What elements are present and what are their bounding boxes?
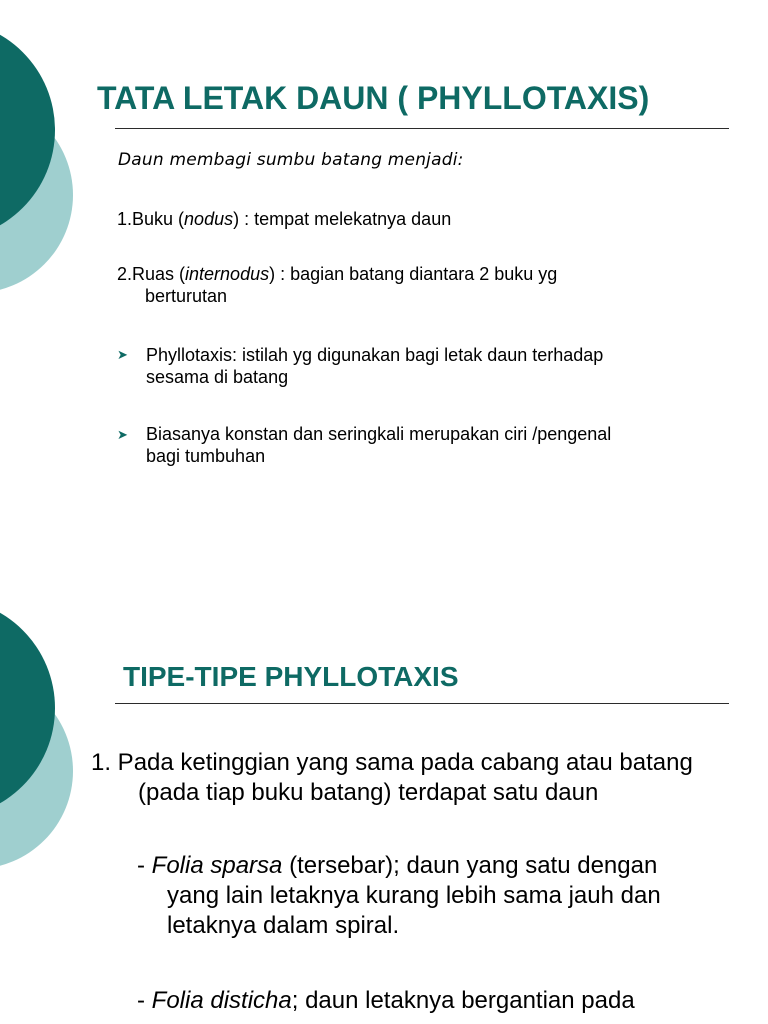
item-ruas: [117, 263, 557, 307]
bullet-phyllotaxis: [146, 344, 603, 388]
bullet-2-line2: bagi tumbuhan: [146, 446, 266, 466]
item-buku: [117, 208, 451, 230]
sub1-rest: (tersebar); daun yang satu dengan: [282, 852, 658, 879]
point-1-line1: 1. Pada ketinggian yang sama pada cabang atau batang: [91, 749, 693, 776]
item-ruas-term: internodus: [185, 264, 270, 284]
title-rule: [115, 703, 729, 704]
bullet-arrow-icon: ➤: [117, 427, 128, 442]
item-buku-prefix: 1.Buku (: [117, 209, 185, 229]
sub1-line2: yang lain letaknya kurang lebih sama jauh dan: [167, 882, 661, 909]
title-rule: [115, 128, 729, 129]
sub1-term: Folia sparsa: [151, 852, 283, 879]
bullet-konstan: [146, 423, 611, 467]
intro-text: Daun membagi sumbu batang menjadi:: [118, 150, 464, 170]
sub2-rest: ; daun letaknya bergantian pada: [291, 987, 635, 1014]
item-buku-suffix: ) : tempat melekatnya daun: [233, 209, 452, 229]
slide-title: TIPE-TIPE PHYLLOTAXIS: [123, 661, 459, 692]
sub-folia-sparsa: [137, 851, 661, 941]
bullet-arrow-icon: ➤: [117, 347, 128, 362]
bullet-1-line2: sesama di batang: [146, 367, 289, 387]
point-1: [91, 748, 693, 808]
bullet-2-line1: Biasanya konstan dan seringkali merupakan ciri /pengenal: [146, 424, 612, 444]
sub-folia-disticha: [137, 986, 635, 1016]
item-ruas-cont: berturutan: [145, 286, 228, 306]
bullet-1-line1: Phyllotaxis: istilah yg digunakan bagi letak daun terhadap: [146, 345, 604, 365]
slide-title: TATA LETAK DAUN ( PHYLLOTAXIS): [97, 80, 650, 116]
decorative-circles: [0, 576, 90, 1024]
sub2-term: Folia disticha: [151, 987, 292, 1014]
point-1-line2: (pada tiap buku batang) terdapat satu daun: [138, 779, 599, 806]
slide-2: [0, 576, 768, 1024]
item-ruas-suffix: ) : bagian batang diantara 2 buku yg: [269, 264, 558, 284]
item-buku-term: nodus: [184, 209, 234, 229]
sub2-dash: -: [137, 987, 152, 1014]
item-ruas-prefix: 2.Ruas (: [117, 264, 186, 284]
sub1-line3: letaknya dalam spiral.: [167, 912, 400, 939]
decorative-circles: [0, 0, 90, 576]
sub1-dash: -: [137, 852, 152, 879]
